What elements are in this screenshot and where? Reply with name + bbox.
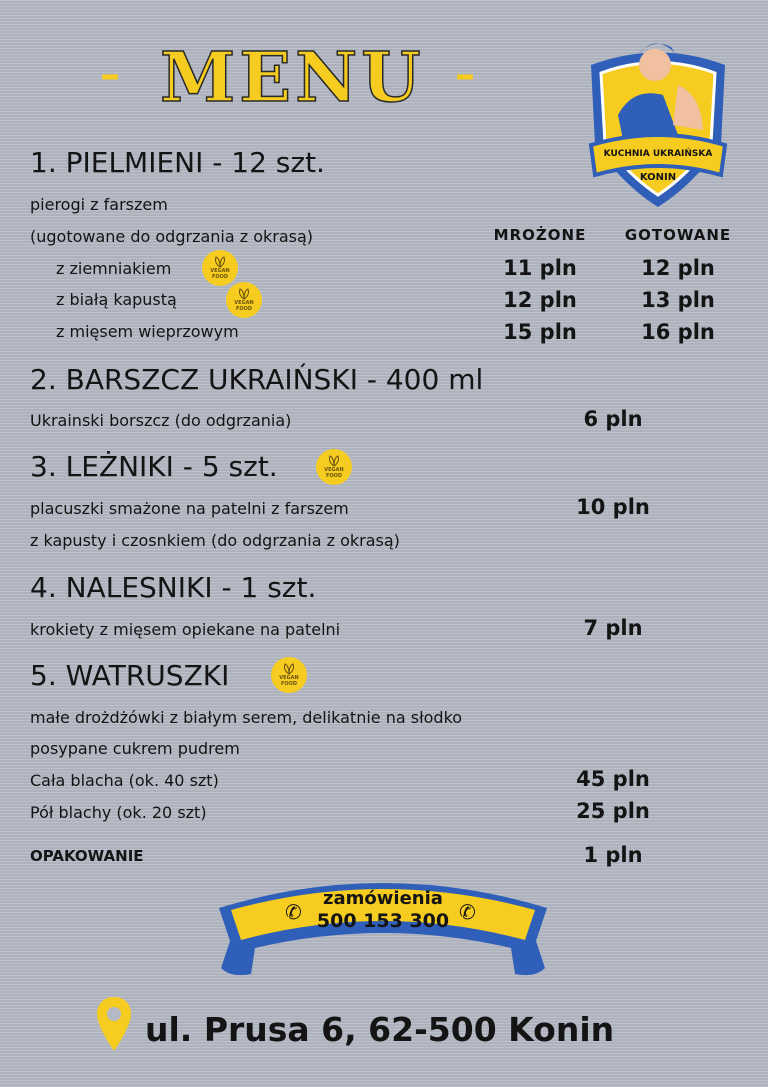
column-header-frozen: MROŻONE — [493, 226, 587, 244]
vegan-badge: VEGAN FOOD — [202, 250, 238, 286]
price: 7 pln — [583, 616, 643, 640]
section-heading-nalesniki: 4. NALESNIKI - 1 szt. — [30, 571, 317, 604]
price: 10 pln — [576, 495, 650, 519]
leaf-icon — [327, 455, 341, 467]
section-desc: pierogi z farszem — [30, 195, 168, 214]
phone-icon: ✆ — [459, 900, 476, 924]
price: 6 pln — [583, 407, 643, 431]
price-cooked: 12 pln — [641, 256, 715, 280]
leaf-icon — [282, 663, 296, 675]
menu-item-name: Cała blacha (ok. 40 szt) — [30, 771, 219, 790]
price-frozen: 11 pln — [503, 256, 577, 280]
packaging-price: 1 pln — [583, 843, 643, 867]
title-dash-right: – — [455, 52, 475, 98]
menu-item-name: z ziemniakiem — [56, 259, 172, 278]
section-desc: z kapusty i czosnkiem (do odgrzania z okrasą) — [30, 531, 400, 550]
section-heading-barszcz: 2. BARSZCZ UKRAIŃSKI - 400 ml — [30, 363, 484, 396]
price-cooked: 16 pln — [641, 320, 715, 344]
logo-line1: KUCHNIA UKRAIŃSKA — [603, 149, 713, 159]
vegan-badge: VEGAN FOOD — [316, 449, 352, 485]
leaf-icon — [237, 288, 251, 300]
menu-item-name: z białą kapustą — [56, 290, 177, 309]
vegan-badge: VEGAN FOOD — [271, 657, 307, 693]
price-cooked: 13 pln — [641, 288, 715, 312]
section-desc: Ukrainski borszcz (do odgrzania) — [30, 411, 292, 430]
menu-item-name: z mięsem wieprzowym — [56, 322, 239, 341]
order-banner — [215, 868, 551, 980]
vegan-badge: VEGAN FOOD — [226, 282, 262, 318]
logo-line2: KONIN — [639, 172, 677, 183]
menu-item-name: Pół blachy (ok. 20 szt) — [30, 803, 207, 822]
location-pin-icon — [95, 995, 133, 1053]
section-desc: małe drożdżówki z białym serem, delikatnie na słodko — [30, 708, 463, 727]
section-desc: posypane cukrem pudrem — [30, 739, 240, 758]
section-desc: placuszki smażone na patelni z farszem — [30, 499, 349, 518]
phone-icon: ✆ — [285, 900, 302, 924]
section-heading-lezniki: 3. LEŻNIKI - 5 szt. — [30, 450, 278, 483]
price-frozen: 15 pln — [503, 320, 577, 344]
section-desc: krokiety z mięsem opiekane na patelni — [30, 620, 341, 639]
menu-title: MENU — [160, 38, 425, 118]
column-header-cooked: GOTOWANE — [624, 226, 732, 244]
address: ul. Prusa 6, 62-500 Konin — [145, 1010, 615, 1049]
title-dash-left: – — [100, 52, 120, 98]
section-heading-watruszki: 5. WATRUSZKI — [30, 659, 230, 692]
price: 45 pln — [576, 767, 650, 791]
section-heading-pielmieni: 1. PIELMIENI - 12 szt. — [30, 146, 325, 179]
packaging-label: OPAKOWANIE — [30, 847, 144, 865]
leaf-icon — [213, 256, 227, 268]
price: 25 pln — [576, 799, 650, 823]
restaurant-logo — [583, 25, 733, 210]
order-phone[interactable]: 500 153 300 — [316, 910, 450, 932]
section-desc: (ugotowane do odgrzania z okrasą) — [30, 227, 314, 246]
order-label: zamówienia — [323, 888, 443, 909]
price-frozen: 12 pln — [503, 288, 577, 312]
